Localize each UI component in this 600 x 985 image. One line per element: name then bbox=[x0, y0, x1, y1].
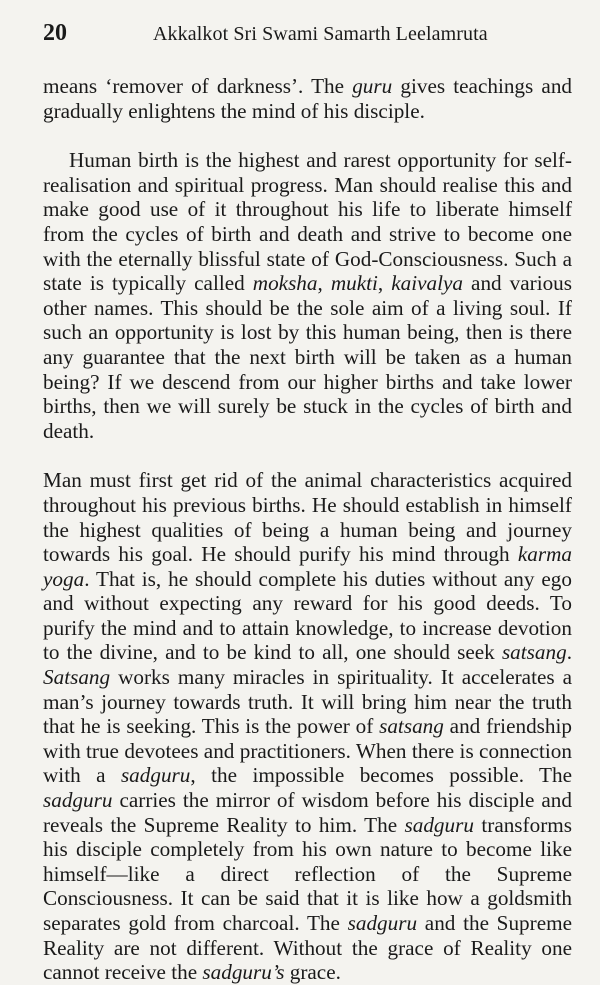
paragraph-2 bbox=[43, 148, 572, 443]
italic-term: sadguru bbox=[347, 911, 418, 935]
italic-term: satsang bbox=[501, 640, 567, 665]
text-run: Human birth is the highest and rarest opportunity for self-realisation and spiritual progress. Man should realise this and make good use of it throughout his life to liberate himself from the cycles of birth and death and strive to become one with the eternally blissful state of God-Consciousness. Such a state is typically called bbox=[43, 148, 572, 296]
italic-term: satsang bbox=[379, 714, 444, 739]
text-run: and the Supreme Reality are not different. Without the grace of Reality one cannot receive the bbox=[43, 911, 572, 985]
italic-term: guru bbox=[352, 74, 393, 98]
paragraph-3 bbox=[43, 468, 572, 984]
paragraph-1 bbox=[43, 74, 572, 123]
italic-term: sadguru’s bbox=[202, 960, 285, 985]
italic-term: karma yoga bbox=[43, 542, 572, 591]
text-run: works many miracles in spirituality. It accelerates a man’s journey towards truth. It will bring him near the truth that he is seeking. This is the power of bbox=[43, 665, 572, 739]
text-run: and friendship with true devotees and practitioners. When there is connection with a bbox=[43, 714, 572, 788]
text-run: . bbox=[566, 640, 572, 665]
italic-term: mukti bbox=[330, 271, 378, 296]
italic-term: Satsang bbox=[43, 665, 111, 690]
text-run: , the impossible becomes possible. The bbox=[190, 763, 572, 788]
page-number: 20 bbox=[43, 20, 67, 46]
text-run: , bbox=[317, 271, 331, 296]
text-run: and various other names. This should be the sole aim of a living soul. If such an opportunity is lost by this human being, then is there any guarantee that the next birth will be taken as a human being? If we descend from our higher births and take lower births, then we will surely be stuck in the cycles of birth and death. bbox=[43, 271, 573, 443]
italic-term: moksha bbox=[252, 271, 318, 296]
text-run: means ‘remover of darkness’. The bbox=[43, 74, 353, 98]
text-run: carries the mirror of wisdom before his disciple and reveals the Supreme Reality to him. The bbox=[43, 788, 572, 837]
text-run: . That is, he should complete his duties without any ego and without expecting any reward for his good deeds. To purify the mind and to attain knowledge, to increase devotion to the divine, and to be kind to all, one should seek bbox=[43, 566, 572, 665]
italic-term: sadguru bbox=[43, 788, 113, 813]
running-title: Akkalkot Sri Swami Samarth Leelamruta bbox=[153, 23, 488, 45]
italic-term: sadguru bbox=[404, 812, 474, 837]
text-run: grace. bbox=[284, 960, 341, 985]
text-run: gives teachings and gradually enlightens the mind of his disciple. bbox=[43, 74, 573, 123]
text-run: , bbox=[377, 271, 392, 296]
italic-term: sadguru bbox=[120, 763, 191, 788]
text-run: transforms his disciple completely from his own nature to become like himself—like a direct reflection of the Supreme Consciousness. It can be said that it is like how a goldsmith separates gold from charcoal. The bbox=[43, 812, 572, 935]
page-header bbox=[43, 20, 572, 60]
text-run: Man must first get rid of the animal characteristics acquired throughout his previous births. He should establish in himself the highest qualities of being a human being and journey towards his goal. He should purify his mind through bbox=[43, 468, 572, 567]
italic-term: kaivalya bbox=[391, 271, 464, 296]
